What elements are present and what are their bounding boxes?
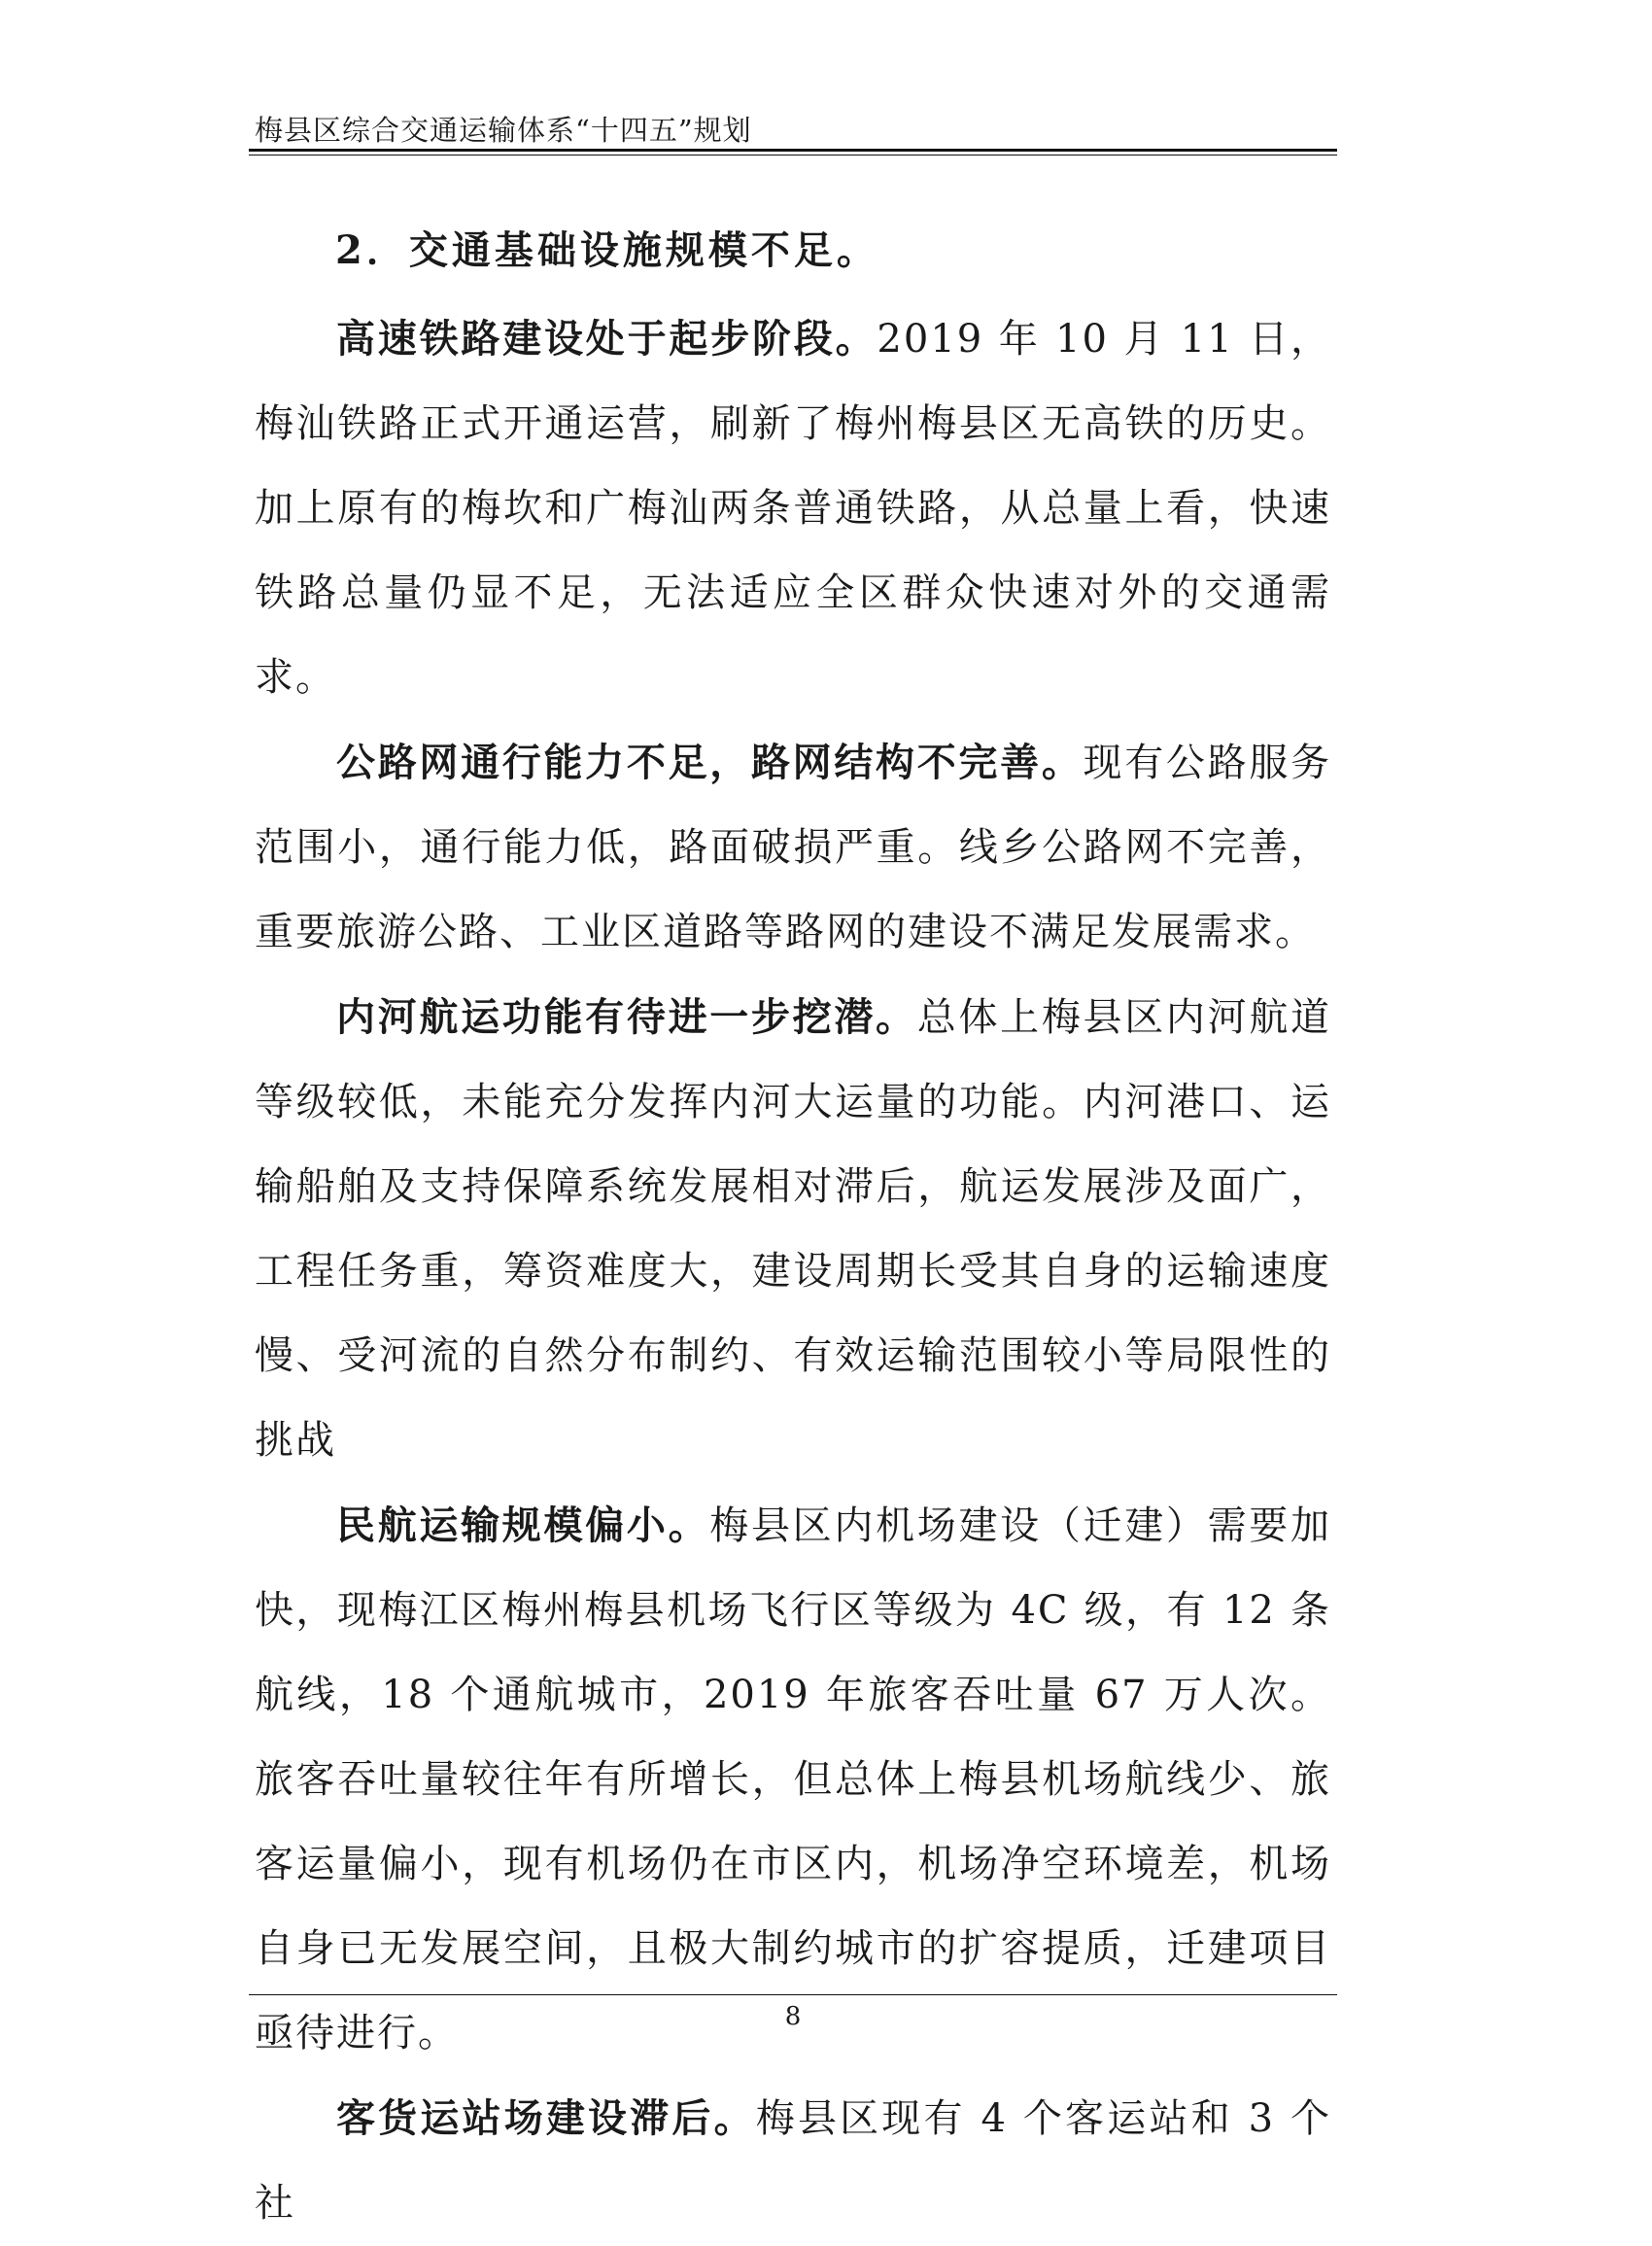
paragraph-highway-network [255, 720, 1331, 975]
header-rule [249, 149, 1337, 152]
paragraph-text: 现有公路服务范围小，通行能力低，路面破损严重。线乡公路网不完善，重要旅游公路、工业区道路等路网的建设不满足发展需求。 [255, 741, 1332, 954]
paragraph-passenger-freight-stations [255, 2076, 1331, 2246]
paragraph-lead: 内河航运功能有待进一步挖潜。 [336, 994, 917, 1040]
paragraph-text: 总体上梅县区内河航道等级较低，未能充分发挥内河大运量的功能。内河港口、运输船舶及支持保障系统发展相对滞后，航运发展涉及面广，工程任务重，筹资难度大，建设周期长受其自身的运输速度慢、受河流的自然分布制约、有效运输范围较小等局限性的挑战 [255, 995, 1332, 1463]
section-heading: 2．交通基础设施规模不足。 [335, 227, 879, 273]
paragraph-text: 梅县区现有 4 个客运站和 3 个社 [255, 2096, 1331, 2226]
paragraph-lead: 客货运站场建设滞后。 [336, 2095, 756, 2141]
paragraph-lead: 民航运输规模偏小。 [336, 1503, 710, 1548]
page-number: 8 [784, 2002, 802, 2031]
footer-rule [249, 1994, 1337, 1995]
body-text [255, 296, 1331, 2246]
paragraph-lead: 高速铁路建设处于起步阶段。 [336, 316, 878, 362]
paragraph-lead: 公路网通行能力不足，路网结构不完善。 [336, 740, 1084, 785]
running-header-title: 梅县区综合交通运输体系“十四五”规划 [255, 114, 752, 147]
paragraph-text: 梅县区内机场建设（迁建）需要加快，现梅江区梅州梅县机场飞行区等级为 4C 级，有 12 条航线，18 个通航城市，2019 年旅客吞吐量 67 万人次。旅客吞吐量较往年有所增长，但总体上梅县机场航线少、旅客运量偏小，现有机场仍在市区内，机场净空环境差，机场自身已无发展空间，且极大制约城市的扩容提质，迁建项目亟待进行。 [255, 1503, 1332, 2056]
paragraph-inland-waterway [255, 975, 1331, 1483]
paragraph-high-speed-rail [255, 296, 1331, 720]
paragraph-text: 2019 年 10 月 11 日，梅汕铁路正式开通运营，刷新了梅州梅县区无高铁的历史。加上原有的梅坎和广梅汕两条普通铁路，从总量上看，快速铁路总量仍显不足，无法适应全区群众快速对外的交通需求。 [255, 317, 1332, 700]
paragraph-civil-aviation [255, 1483, 1331, 2076]
